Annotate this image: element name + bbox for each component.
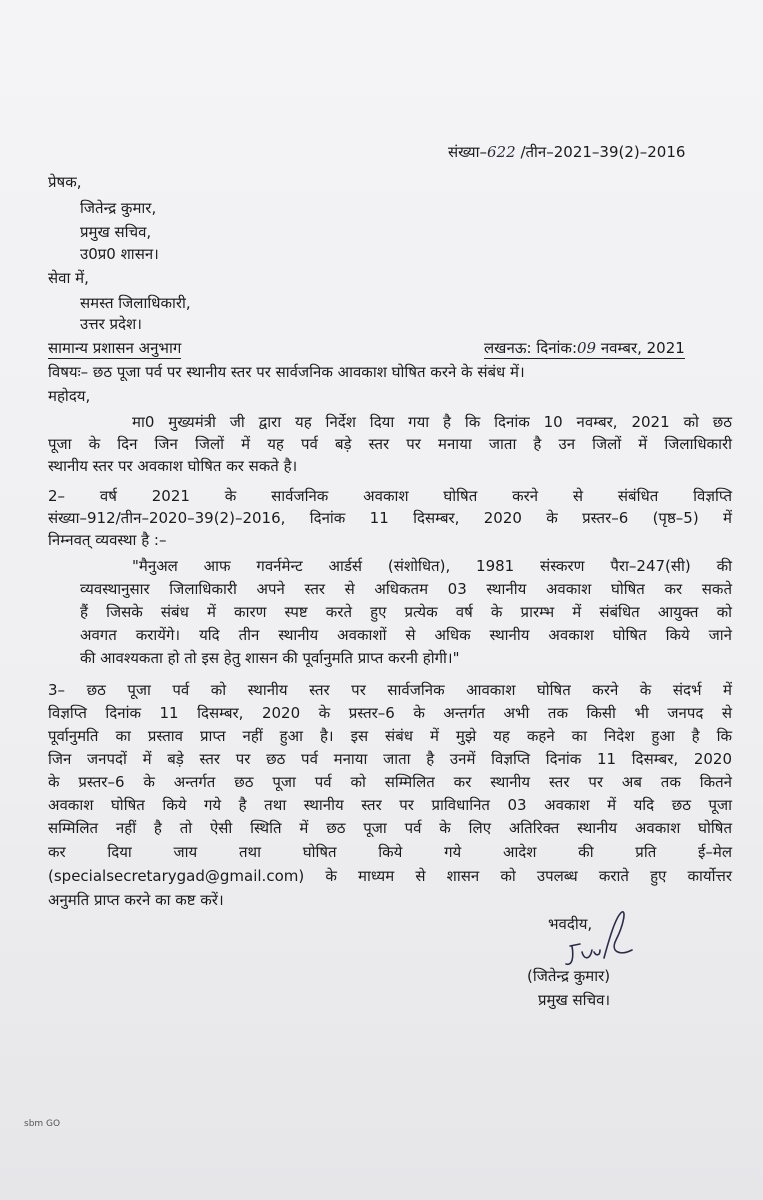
para3-line: अनुमति प्राप्त करने का कष्ट करें। bbox=[48, 891, 224, 909]
reference-number bbox=[448, 142, 685, 162]
handwritten-day: 09 bbox=[577, 339, 597, 357]
closing-name: (जितेन्द्र कुमार) bbox=[527, 967, 611, 985]
quote-line: अवगत करायेंगे। यदि तीन स्थानीय अवकाशों से अधिक स्थानीय अवकाश घोषित किये जाने bbox=[80, 626, 732, 644]
para1-line: स्थानीय स्तर पर अवकाश घोषित कर सकते है। bbox=[48, 457, 298, 475]
recipient-name: समस्त जिलाधिकारी, bbox=[80, 294, 191, 312]
closing-regards: भवदीय, bbox=[548, 915, 593, 933]
closing-designation: प्रमुख सचिव। bbox=[538, 991, 611, 1009]
para3-line: पूर्वानुमति का प्रस्ताव प्राप्त नहीं हुआ है। इस संबंध में मुझे यह कहने का निदेश हुआ है कि bbox=[48, 727, 732, 745]
sender-office: उ0प्र0 शासन। bbox=[80, 245, 159, 263]
section-name: सामान्य प्रशासन अनुभाग bbox=[48, 339, 182, 357]
reference-prefix: संख्या– bbox=[448, 143, 488, 161]
para3-line: जिन जनपदों में बड़े स्तर पर छठ पर्व मनाया जाता है उनमें विज्ञप्ति दिनांक 11 दिसम्बर, 2020 bbox=[48, 750, 732, 768]
para2-line: संख्या–912/तीन–2020–39(2)–2016, दिनांक 11 दिसम्बर, 2020 के प्रस्तर–6 (पृष्ठ–5) में bbox=[48, 509, 732, 527]
quote-line: व्यवस्थानुसार जिलाधिकारी अपने स्तर से अधिकतम 03 स्थानीय अवकाश घोषित कर सकते bbox=[80, 580, 732, 598]
para2-line: निम्नवत् व्यवस्था है :– bbox=[48, 531, 167, 549]
quote-line: "मैनुअल आफ गवर्नमेन्ट आर्डर्स (संशोधित), 1981 संस्करण पैरा–247(सी) की bbox=[132, 557, 732, 575]
para3-line: अवकाश घोषित किये गये है तथा स्थानीय स्तर पर प्राविधानित 03 अवकाश में यदि छठ पूजा bbox=[48, 796, 732, 814]
place-date bbox=[484, 338, 685, 358]
place-date-text bbox=[484, 339, 685, 359]
sender-name: जितेन्द्र कुमार, bbox=[80, 199, 157, 217]
para3-line: विज्ञप्ति दिनांक 11 दिसम्बर, 2020 के प्रस्तर–6 के अन्तर्गत अभी तक किसी भी जनपद से bbox=[48, 704, 732, 722]
place-date-prefix: लखनऊ: दिनांक: bbox=[484, 339, 577, 357]
reference-suffix: /तीन–2021–39(2)–2016 bbox=[520, 143, 686, 161]
quote-line: हैं जिसके संबंध में कारण स्पष्ट करते हुए प्रत्येक वर्ष के प्रारम्भ में संबंधित आयुक्त को bbox=[80, 603, 732, 621]
recipient-heading: सेवा में, bbox=[48, 269, 89, 287]
subject: विषयः– छठ पूजा पर्व पर स्थानीय स्तर पर सार्वजनिक आवकाश घोषित करने के संबंध में। bbox=[48, 363, 525, 381]
para1-line: मा0 मुख्यमंत्री जी द्वारा यह निर्देश दिया गया है कि दिनांक 10 नवम्बर, 2021 को छठ bbox=[132, 413, 732, 431]
signature bbox=[560, 906, 640, 974]
recipient-place: उत्तर प्रदेश। bbox=[80, 315, 142, 333]
para3-line: सम्मिलित नहीं है तो ऐसी स्थिति में छठ पूजा पर्व के लिए अतिरिक्त स्थानीय अवकाश घोषित bbox=[48, 819, 732, 837]
para3-line: 3– छठ पूजा पर्व को स्थानीय स्तर पर सार्वजनिक आवकाश घोषित करने के संदर्भ में bbox=[48, 681, 732, 699]
salutation: महोदय, bbox=[48, 387, 91, 405]
reference-handwritten-number: 622 bbox=[487, 143, 516, 161]
para3-line: (specialsecretarygad@gmail.com) के माध्यम से शासन को उपलब्ध कराते हुए कार्योत्तर bbox=[48, 867, 732, 885]
section-line bbox=[48, 338, 181, 358]
para1-line: पूजा के दिन जिन जिलों में यह पर्व बड़े स्तर पर मनाया जाता है उन जिलों में जिलाधिकारी bbox=[48, 435, 732, 453]
sender-designation: प्रमुख सचिव, bbox=[80, 223, 152, 241]
footer-tag: sbm GO bbox=[24, 1119, 61, 1129]
para3-line: कर दिया जाय तथा घोषित किये गये आदेश की प्रति ई–मेल bbox=[48, 843, 732, 861]
place-date-suffix: नवम्बर, 2021 bbox=[596, 339, 685, 357]
para3-line: के प्रस्तर–6 के अन्तर्गत छठ पूजा पर्व को सम्मिलित कर स्थानीय स्तर पर अब तक कितने bbox=[48, 773, 732, 791]
quote-line: की आवश्यकता हो तो इस हेतु शासन की पूर्वानुमति प्राप्त करनी होगी।" bbox=[80, 649, 460, 667]
para2-line: 2– वर्ष 2021 के सार्वजनिक अवकाश घोषित करने से संबंधित विज्ञप्ति bbox=[48, 487, 732, 505]
sender-heading: प्रेषक, bbox=[48, 173, 82, 191]
